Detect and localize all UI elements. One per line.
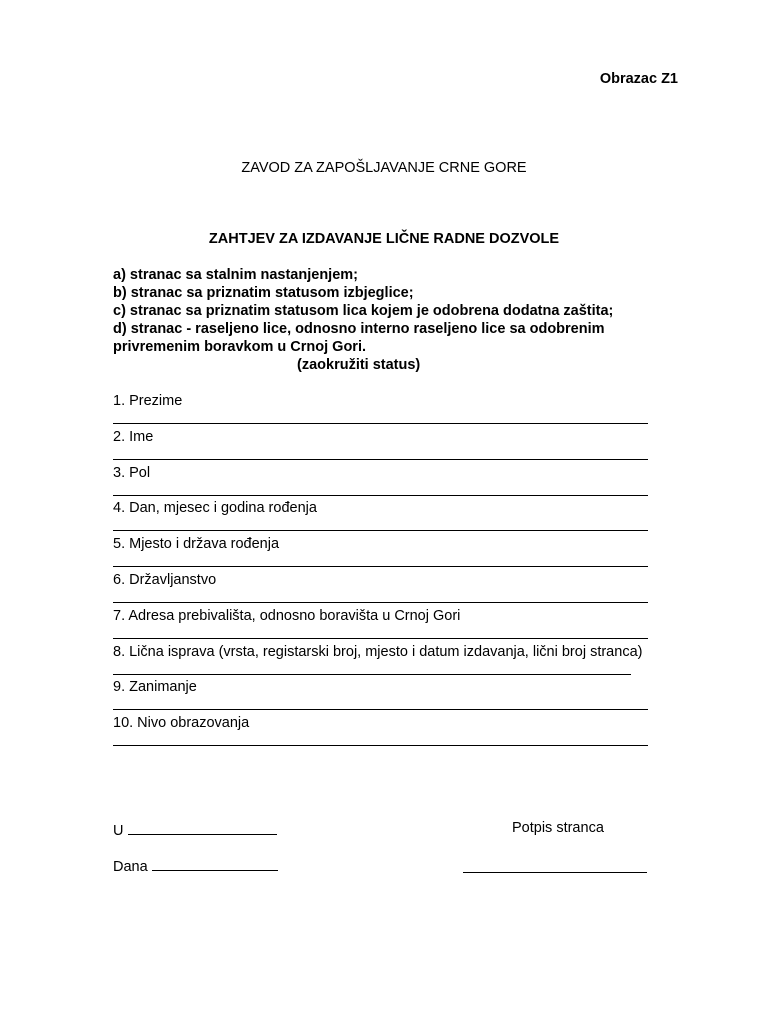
field-citizenship [113, 571, 673, 607]
place-field [113, 820, 277, 839]
field-address [113, 607, 673, 643]
first-name-input-line[interactable] [113, 459, 648, 460]
status-option-d-continued[interactable]: privremenim boravkom u Crnoj Gori. [113, 339, 366, 355]
status-option-a[interactable]: a) stranac sa stalnim nastanjenjem; [113, 267, 358, 283]
field-first-name [113, 428, 673, 464]
signature-label: Potpis stranca [512, 820, 604, 836]
id-document-input-line[interactable] [113, 674, 631, 675]
field-label: 7. Adresa prebivališta, odnosno boravišta u Crnoj Gori [113, 607, 461, 624]
field-label: 1. Prezime [113, 393, 183, 409]
address-input-line[interactable] [113, 638, 648, 639]
form-fields [113, 392, 673, 750]
surname-input-line[interactable] [113, 423, 648, 424]
field-education [113, 714, 673, 750]
field-label: 6. Državljanstvo [113, 571, 217, 588]
occupation-input-line[interactable] [113, 709, 648, 710]
citizenship-input-line[interactable] [113, 602, 648, 603]
status-instruction: (zaokružiti status) [297, 357, 421, 373]
date-field [113, 856, 278, 875]
field-label: 4. Dan, mjesec i godina rođenja [113, 500, 317, 517]
field-id-document [113, 643, 673, 679]
signature-input-line[interactable] [463, 872, 647, 873]
sex-input-line[interactable] [113, 495, 648, 496]
form-code: Obrazac Z1 [599, 71, 678, 87]
field-label: 8. Lična isprava (vrsta, registarski broj, mjesto i datum izdavanja, lični broj stranca) [113, 643, 643, 660]
birth-place-input-line[interactable] [113, 566, 648, 567]
status-option-c[interactable]: c) stranac sa priznatim statusom lica kojem je odobrena dodatna zaštita; [113, 303, 614, 319]
education-input-line[interactable] [113, 745, 648, 746]
form-title: ZAHTJEV ZA IZDAVANJE LIČNE RADNE DOZVOLE [208, 231, 560, 247]
date-input-line[interactable] [152, 856, 278, 871]
status-options-list [113, 266, 673, 356]
field-label: 9. Zanimanje [113, 679, 197, 696]
place-input-line[interactable] [128, 820, 277, 835]
field-birth-place [113, 535, 673, 571]
status-option-b[interactable]: b) stranac sa priznatim statusom izbjeglice; [113, 285, 414, 301]
field-surname [113, 392, 673, 428]
institution-name: ZAVOD ZA ZAPOŠLJAVANJE CRNE GORE [241, 160, 527, 176]
field-label: 2. Ime [113, 428, 154, 445]
field-birth-date [113, 499, 673, 535]
field-label: 3. Pol [113, 464, 151, 481]
field-label: 5. Mjesto i država rođenja [113, 536, 280, 553]
field-occupation [113, 678, 673, 714]
place-label: U [113, 823, 124, 839]
field-label: 10. Nivo obrazovanja [113, 715, 250, 732]
date-label: Dana [113, 859, 148, 875]
birth-date-input-line[interactable] [113, 530, 648, 531]
status-option-d[interactable]: d) stranac - raseljeno lice, odnosno interno raseljeno lice sa odobrenim [113, 321, 605, 337]
field-sex [113, 464, 673, 500]
